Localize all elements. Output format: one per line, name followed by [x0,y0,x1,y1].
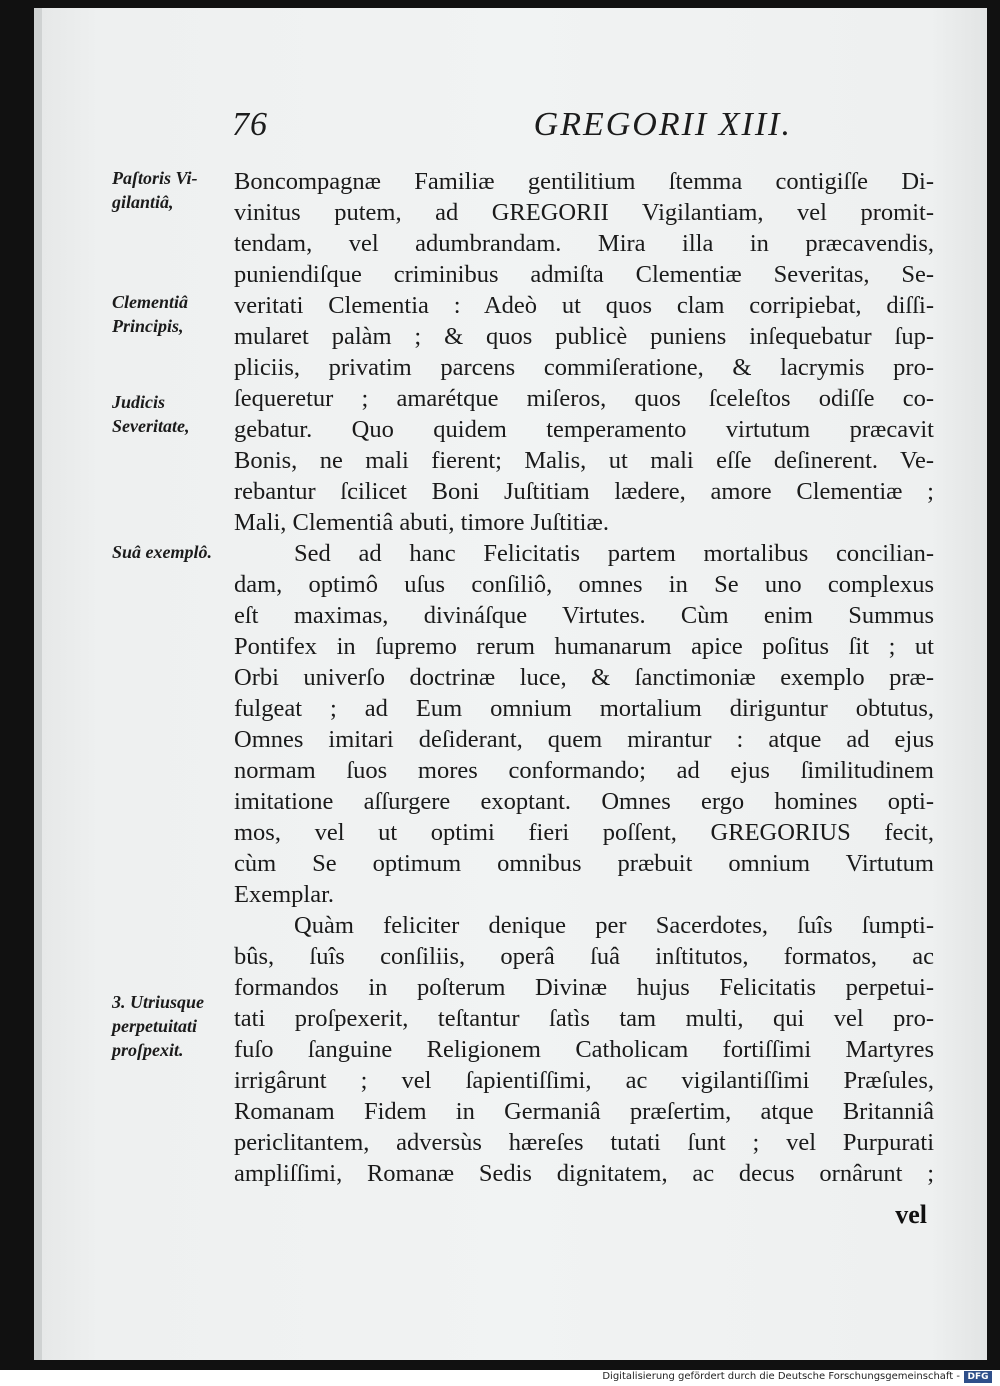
book-page [42,8,987,1360]
margin-note-line: 3. Utriusque [112,992,205,1012]
margin-note-exemplo [112,540,252,564]
text-line: ſequeretur ; amarétque miſeros, quos ſceleſtos odiſſe co- [234,385,934,412]
text-line: Bonis, ne mali fierent; Malis, ut mali eſſe deſinerent. Ve- [234,447,934,474]
margin-note-line: perpetuitati [112,1016,197,1036]
running-head [232,106,792,150]
text-line: puniendiſque criminibus admiſta Clementiæ Severitas, Se- [234,261,934,288]
text-line: fulgeat ; ad Eum omnium mortalium diriguntur obtutus, [234,695,934,722]
text-line: Mali, Clementiâ abuti, timore Juſtitiæ. [234,509,609,536]
margin-note-line: gilantiâ, [112,192,174,212]
margin-note-judicis [112,390,252,438]
margin-note-line: Suâ exemplô. [112,542,213,562]
margin-note-line: proſpexit. [112,1040,184,1060]
text-line: Omnes imitari deſiderant, quem mirantur : atque ad ejus [234,726,934,753]
text-line: fuſo ſanguine Religionem Catholicam fortiſſimi Martyres [234,1036,934,1063]
margin-note-pastoris [112,166,252,214]
margin-note-clementia [112,290,252,338]
text-line: mos, vel ut optimi fieri poſſent, GREGORIUS fecit, [234,819,934,846]
text-line: cùm Se optimum omnibus præbuit omnium Virtutum [234,850,934,877]
text-line: normam ſuos mores conformando; ad ejus ſimilitudinem [234,757,934,784]
text-line: Romanam Fidem in Germaniâ præſertim, atque Britanniâ [234,1098,934,1125]
text-line: pliciis, privatim parcens commiſeratione, & lacrymis pro- [234,354,934,381]
margin-note-line: Paſtoris Vi- [112,168,198,188]
margin-note-line: Principis, [112,316,184,336]
text-line: imitatione aſſurgere exoptant. Omnes ergo homines opti- [234,788,934,815]
margin-note-utriusque [112,990,252,1062]
text-line: Exemplar. [234,881,335,908]
margin-note-line: Judicis [112,392,166,412]
margin-note-line: Clementiâ [112,292,188,312]
margin-note-line: Severitate, [112,416,190,436]
body-text [234,166,934,1189]
text-line: tati proſpexerit, teſtantur ſatìs tam multi, qui vel pro- [234,1005,934,1032]
footer-bar [0,1370,1000,1386]
page-edge [34,8,42,1360]
text-line: periclitantem, adversùs hæreſes tutati ſunt ; vel Purpurati [234,1129,934,1156]
footer-credit: Digitalisierung gefördert durch die Deutsche Forschungsgemeinschaft - [602,1371,960,1382]
text-line: vinitus putem, ad GREGORII Vigilantiam, vel promit- [234,199,934,226]
text-line: rebantur ſcilicet Boni Juſtitiam lædere, amore Clementiæ ; [234,478,934,505]
text-line: Sed ad hanc Felicitatis partem mortalibus concilian- [294,540,934,567]
text-line: formandos in poſterum Divinæ hujus Felicitatis perpetui- [234,974,934,1001]
dfg-logo: DFG [964,1371,992,1383]
text-line: Boncompagnæ Familiæ gentilitium ſtemma contigiſſe Di- [234,168,934,195]
text-line: ampliſſimi, Romanæ Sedis dignitatem, ac decus ornârunt ; [234,1160,934,1187]
text-line: irrigârunt ; vel ſapientiſſimi, ac vigilantiſſimi Præſules, [234,1067,934,1094]
text-line: bûs, ſuîs conſiliis, operâ ſuâ inſtitutos, formatos, ac [234,943,934,970]
text-line: gebatur. Quo quidem temperamento virtutum præcavit [234,416,934,443]
text-line: veritati Clementia : Adeò ut quos clam corripiebat, diſſi- [234,292,934,319]
text-line: Orbi univerſo doctrinæ luce, & ſanctimoniæ exemplo præ- [234,664,934,691]
text-line: mularet palàm ; & quos publicè puniens inſequebatur ſup- [234,323,934,350]
text-line: Pontifex in ſupremo rerum humanarum apice poſitus ſit ; ut [234,633,934,660]
text-line: Quàm feliciter denique per Sacerdotes, ſuîs ſumpti- [294,912,934,939]
page-number: 76 [232,106,268,143]
catchword: vel [895,1200,927,1229]
running-title: GREGORII XIII. [533,106,792,143]
text-line: dam, optimô uſus conſiliô, omnes in Se uno complexus [234,571,934,598]
text-line: tendam, vel adumbrandam. Mira illa in præcavendis, [234,230,934,257]
text-line: eſt maximas, divináſque Virtutes. Cùm enim Summus [234,602,934,629]
